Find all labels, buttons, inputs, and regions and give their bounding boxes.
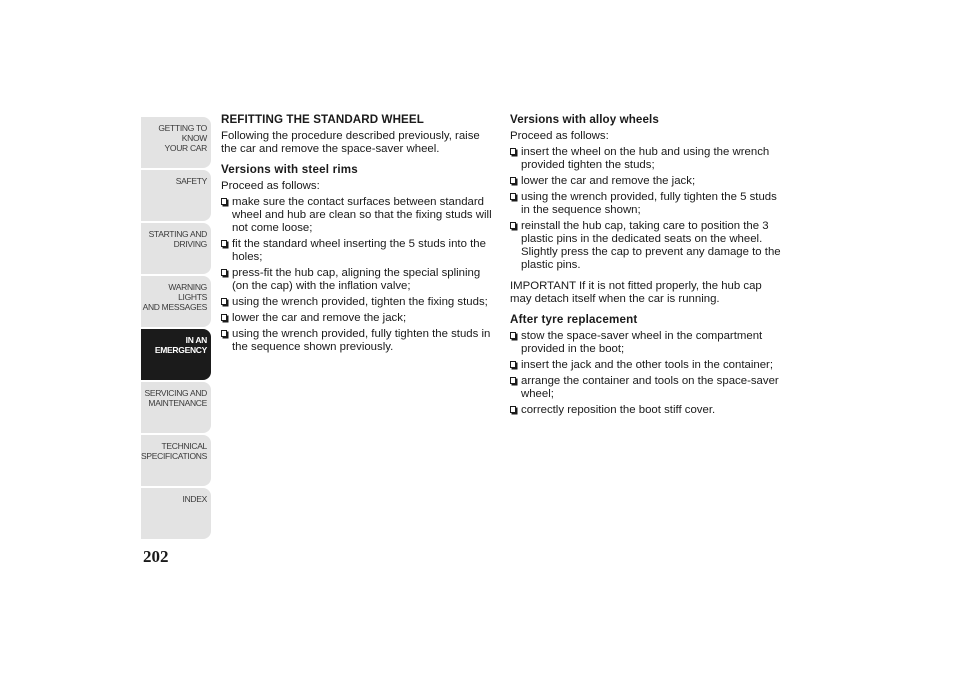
- checkbox-bullet-icon: [510, 377, 516, 384]
- steel-rims-steps: [221, 196, 496, 354]
- tab-technical-specs[interactable]: [141, 435, 211, 486]
- list-item: reinstall the hub cap, taking care to position the 3 plastic pins in the dedicated seats on the wheel. Slightly press the cap to prevent any damage to the plastic pins.: [510, 220, 785, 272]
- right-column: [510, 113, 785, 420]
- checkbox-bullet-icon: [510, 177, 516, 184]
- tab-safety[interactable]: [141, 170, 211, 221]
- tab-label: INDEX: [182, 494, 207, 504]
- tab-label: WARNING LIGHTS AND MESSAGES: [142, 282, 207, 312]
- list-item: insert the wheel on the hub and using the wrench provided tighten the studs;: [510, 146, 785, 172]
- intro-paragraph: Following the procedure described previously, raise the car and remove the space-saver wheel.: [221, 130, 480, 155]
- page-number: 202: [143, 547, 169, 566]
- chapter-tabs: [141, 117, 211, 541]
- list-item: lower the car and remove the jack;: [221, 312, 496, 325]
- section-title: REFITTING THE STANDARD WHEEL: [221, 113, 424, 126]
- tab-servicing[interactable]: [141, 382, 211, 433]
- checkbox-bullet-icon: [510, 193, 516, 200]
- list-item: using the wrench provided, fully tighten the studs in the sequence shown previously.: [221, 328, 496, 354]
- checkbox-bullet-icon: [510, 148, 516, 155]
- tab-label: TECHNICAL SPECIFICATIONS: [141, 441, 208, 461]
- list-item: stow the space-saver wheel in the compartment provided in the boot;: [510, 330, 785, 356]
- checkbox-bullet-icon: [510, 361, 516, 368]
- tab-warning-lights[interactable]: [141, 276, 211, 327]
- checkbox-bullet-icon: [221, 269, 227, 276]
- steel-rims-heading: Versions with steel rims: [221, 163, 358, 176]
- list-item: fit the standard wheel inserting the 5 studs into the holes;: [221, 238, 496, 264]
- checkbox-bullet-icon: [510, 332, 516, 339]
- tab-label: IN AN EMERGENCY: [154, 335, 207, 355]
- tab-index[interactable]: [141, 488, 211, 539]
- tab-label: SAFETY: [175, 176, 207, 186]
- left-column: [221, 113, 496, 357]
- list-item: lower the car and remove the jack;: [510, 175, 785, 188]
- list-item: make sure the contact surfaces between standard wheel and hub are clean so that the fixing studs will not come loose;: [221, 196, 496, 235]
- alloy-wheels-lead: Proceed as follows:: [510, 130, 609, 142]
- list-item: insert the jack and the other tools in the container;: [510, 359, 785, 372]
- tab-label: STARTING AND DRIVING: [148, 229, 207, 249]
- alloy-wheels-steps: [510, 146, 785, 272]
- list-item: press-fit the hub cap, aligning the special splining (on the cap) with the inflation valve;: [221, 267, 496, 293]
- list-item: arrange the container and tools on the space-saver wheel;: [510, 375, 785, 401]
- list-item: using the wrench provided, fully tighten the 5 studs in the sequence shown;: [510, 191, 785, 217]
- tab-label: SERVICING AND MAINTENANCE: [144, 388, 207, 408]
- checkbox-bullet-icon: [221, 330, 227, 337]
- checkbox-bullet-icon: [221, 298, 227, 305]
- list-item: correctly reposition the boot stiff cover.: [510, 404, 785, 417]
- checkbox-bullet-icon: [510, 222, 516, 229]
- checkbox-bullet-icon: [221, 240, 227, 247]
- tab-starting-driving[interactable]: [141, 223, 211, 274]
- important-note: IMPORTANT If it is not fitted properly, the hub cap may detach itself when the car is running.: [510, 280, 762, 305]
- after-replacement-heading: After tyre replacement: [510, 313, 638, 326]
- steel-rims-lead: Proceed as follows:: [221, 180, 320, 192]
- tab-label: GETTING TO KNOW YOUR CAR: [158, 123, 207, 153]
- after-replacement-steps: [510, 330, 785, 417]
- checkbox-bullet-icon: [221, 314, 227, 321]
- tab-in-an-emergency[interactable]: [141, 329, 211, 380]
- checkbox-bullet-icon: [221, 198, 227, 205]
- checkbox-bullet-icon: [510, 406, 516, 413]
- alloy-wheels-heading: Versions with alloy wheels: [510, 113, 659, 126]
- tab-getting-to-know[interactable]: [141, 117, 211, 168]
- list-item: using the wrench provided, tighten the fixing studs;: [221, 296, 496, 309]
